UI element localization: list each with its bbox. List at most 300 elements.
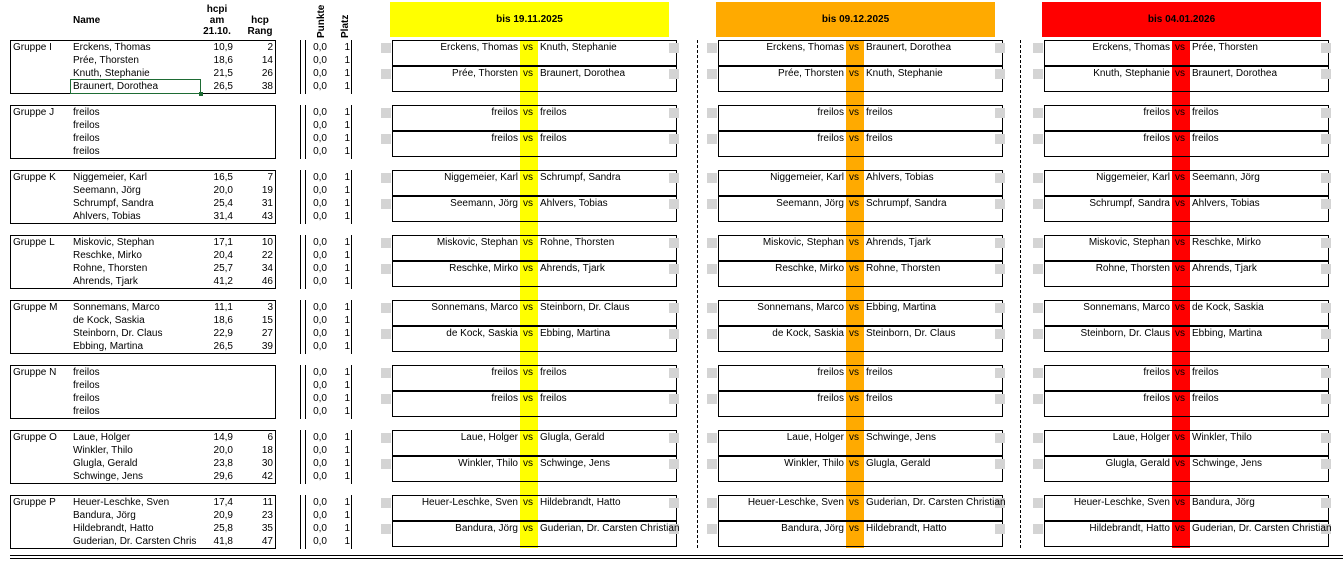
player-hcpi[interactable]: 18,6 (213, 315, 233, 326)
player-punkte[interactable]: 0,0 (313, 211, 327, 222)
player-hcpi[interactable]: 31,4 (213, 211, 233, 222)
match-player-b[interactable]: freilos (540, 367, 567, 378)
player-name[interactable]: Bandura, Jörg (73, 510, 136, 521)
player-name[interactable]: freilos (73, 406, 100, 417)
score-cell[interactable] (669, 303, 679, 313)
player-name[interactable]: de Kock, Saskia (73, 315, 145, 326)
score-cell[interactable] (1033, 368, 1043, 378)
player-platz[interactable]: 1 (344, 198, 350, 209)
score-cell[interactable] (1321, 433, 1331, 443)
match-player-a[interactable]: freilos (817, 133, 844, 144)
player-platz[interactable]: 1 (344, 458, 350, 469)
score-cell[interactable] (669, 459, 679, 469)
match-player-b[interactable]: Ebbing, Martina (540, 328, 611, 339)
score-cell[interactable] (669, 433, 679, 443)
score-cell[interactable] (1321, 394, 1331, 404)
score-cell[interactable] (707, 303, 717, 313)
player-hcpi[interactable]: 21,5 (213, 68, 233, 79)
player-hcpi[interactable]: 17,1 (213, 237, 233, 248)
match-player-a[interactable]: Sonnemans, Marco (757, 302, 844, 313)
match-player-b[interactable]: Glugla, Gerald (866, 458, 931, 469)
match-player-b[interactable]: Ahrends, Tjark (866, 237, 931, 248)
player-platz[interactable]: 1 (344, 341, 350, 352)
score-cell[interactable] (995, 173, 1005, 183)
player-platz[interactable]: 1 (344, 510, 350, 521)
score-cell[interactable] (1033, 264, 1043, 274)
score-cell[interactable] (669, 43, 679, 53)
player-punkte[interactable]: 0,0 (313, 42, 327, 53)
player-hcpi[interactable]: 16,5 (213, 172, 233, 183)
player-hcpi[interactable]: 41,2 (213, 276, 233, 287)
player-hcp-rang[interactable]: 26 (261, 68, 273, 79)
match-player-a[interactable]: Niggemeier, Karl (444, 172, 518, 183)
score-cell[interactable] (381, 199, 391, 209)
match-player-b[interactable]: Knuth, Stephanie (866, 68, 943, 79)
match-player-b[interactable]: freilos (540, 133, 567, 144)
match-player-a[interactable]: freilos (491, 393, 518, 404)
player-platz[interactable]: 1 (344, 68, 350, 79)
score-cell[interactable] (1033, 433, 1043, 443)
match-player-a[interactable]: Reschke, Mirko (775, 263, 844, 274)
match-player-a[interactable]: de Kock, Saskia (446, 328, 518, 339)
player-hcpi[interactable]: 26,5 (213, 81, 233, 92)
player-punkte[interactable]: 0,0 (313, 536, 327, 547)
score-cell[interactable] (381, 173, 391, 183)
score-cell[interactable] (707, 524, 717, 534)
player-name[interactable]: freilos (73, 367, 100, 378)
score-cell[interactable] (381, 264, 391, 274)
player-hcp-rang[interactable]: 10 (261, 237, 273, 248)
match-player-b[interactable]: Steinborn, Dr. Claus (866, 328, 956, 339)
player-hcp-rang[interactable]: 3 (267, 302, 273, 313)
match-player-b[interactable]: freilos (1192, 367, 1219, 378)
player-punkte[interactable]: 0,0 (313, 185, 327, 196)
player-punkte[interactable]: 0,0 (313, 68, 327, 79)
player-name[interactable]: Guderian, Dr. Carsten Chris (73, 536, 197, 547)
player-hcpi[interactable]: 25,8 (213, 523, 233, 534)
score-cell[interactable] (995, 303, 1005, 313)
match-player-b[interactable]: Rohne, Thorsten (540, 237, 615, 248)
player-punkte[interactable]: 0,0 (313, 497, 327, 508)
player-hcp-rang[interactable]: 27 (261, 328, 273, 339)
player-platz[interactable]: 1 (344, 133, 350, 144)
match-player-a[interactable]: freilos (491, 133, 518, 144)
score-cell[interactable] (1321, 173, 1331, 183)
player-hcp-rang[interactable]: 39 (261, 341, 273, 352)
player-platz[interactable]: 1 (344, 471, 350, 482)
player-punkte[interactable]: 0,0 (313, 523, 327, 534)
match-player-a[interactable]: Miskovic, Stephan (436, 237, 518, 248)
player-name[interactable]: Winkler, Thilo (73, 445, 133, 456)
match-player-b[interactable]: Schwinge, Jens (540, 458, 611, 469)
score-cell[interactable] (1321, 459, 1331, 469)
score-cell[interactable] (381, 329, 391, 339)
match-player-a[interactable]: Bandura, Jörg (455, 523, 518, 534)
match-player-b[interactable]: Knuth, Stephanie (540, 42, 617, 53)
match-player-a[interactable]: Bandura, Jörg (781, 523, 844, 534)
score-cell[interactable] (1321, 199, 1331, 209)
cell-selection[interactable] (70, 79, 201, 94)
player-hcpi[interactable]: 17,4 (213, 497, 233, 508)
player-punkte[interactable]: 0,0 (313, 133, 327, 144)
player-name[interactable]: Hildebrandt, Hatto (73, 523, 154, 534)
player-hcp-rang[interactable]: 30 (261, 458, 273, 469)
player-hcp-rang[interactable]: 35 (261, 523, 273, 534)
player-name[interactable]: Ahrends, Tjark (73, 276, 138, 287)
player-hcp-rang[interactable]: 19 (261, 185, 273, 196)
score-cell[interactable] (669, 199, 679, 209)
player-platz[interactable]: 1 (344, 250, 350, 261)
player-platz[interactable]: 1 (344, 536, 350, 547)
score-cell[interactable] (707, 173, 717, 183)
match-player-b[interactable]: Ahlvers, Tobias (866, 172, 934, 183)
player-platz[interactable]: 1 (344, 81, 350, 92)
player-hcp-rang[interactable]: 2 (267, 42, 273, 53)
score-cell[interactable] (381, 368, 391, 378)
score-cell[interactable] (1033, 199, 1043, 209)
score-cell[interactable] (669, 238, 679, 248)
score-cell[interactable] (1321, 238, 1331, 248)
match-player-b[interactable]: Ahrends, Tjark (540, 263, 605, 274)
player-hcpi[interactable]: 26,5 (213, 341, 233, 352)
match-player-a[interactable]: freilos (817, 393, 844, 404)
player-platz[interactable]: 1 (344, 185, 350, 196)
player-platz[interactable]: 1 (344, 107, 350, 118)
match-player-a[interactable]: freilos (1143, 133, 1170, 144)
score-cell[interactable] (1321, 43, 1331, 53)
match-player-a[interactable]: Schrumpf, Sandra (1089, 198, 1170, 209)
score-cell[interactable] (669, 329, 679, 339)
match-player-a[interactable]: Heuer-Leschke, Sven (421, 497, 518, 508)
match-player-b[interactable]: Steinborn, Dr. Claus (540, 302, 630, 313)
player-hcp-rang[interactable]: 6 (267, 432, 273, 443)
player-platz[interactable]: 1 (344, 367, 350, 378)
player-hcpi[interactable]: 20,9 (213, 510, 233, 521)
match-player-b[interactable]: Guderian, Dr. Carsten Christian (540, 523, 680, 534)
score-cell[interactable] (1033, 524, 1043, 534)
match-player-b[interactable]: freilos (540, 107, 567, 118)
match-player-a[interactable]: Steinborn, Dr. Claus (1080, 328, 1170, 339)
player-punkte[interactable]: 0,0 (313, 172, 327, 183)
score-cell[interactable] (995, 134, 1005, 144)
match-player-a[interactable]: Winkler, Thilo (784, 458, 844, 469)
player-punkte[interactable]: 0,0 (313, 107, 327, 118)
player-punkte[interactable]: 0,0 (313, 81, 327, 92)
player-punkte[interactable]: 0,0 (313, 471, 327, 482)
score-cell[interactable] (1321, 498, 1331, 508)
player-punkte[interactable]: 0,0 (313, 55, 327, 66)
match-player-b[interactable]: Ebbing, Martina (866, 302, 937, 313)
player-hcp-rang[interactable]: 31 (261, 198, 273, 209)
match-player-a[interactable]: Miskovic, Stephan (762, 237, 844, 248)
player-platz[interactable]: 1 (344, 276, 350, 287)
score-cell[interactable] (995, 329, 1005, 339)
score-cell[interactable] (1033, 329, 1043, 339)
player-platz[interactable]: 1 (344, 172, 350, 183)
match-player-a[interactable]: Hildebrandt, Hatto (1089, 523, 1170, 534)
score-cell[interactable] (381, 459, 391, 469)
player-punkte[interactable]: 0,0 (313, 120, 327, 131)
player-platz[interactable]: 1 (344, 263, 350, 274)
match-player-a[interactable]: Erckens, Thomas (766, 42, 844, 53)
match-player-a[interactable]: Prée, Thorsten (778, 68, 844, 79)
player-hcp-rang[interactable]: 15 (261, 315, 273, 326)
score-cell[interactable] (995, 238, 1005, 248)
player-punkte[interactable]: 0,0 (313, 302, 327, 313)
match-player-a[interactable]: Niggemeier, Karl (770, 172, 844, 183)
match-player-a[interactable]: freilos (1143, 107, 1170, 118)
fill-handle[interactable] (199, 92, 203, 96)
player-name[interactable]: Seemann, Jörg (73, 185, 141, 196)
match-player-a[interactable]: Knuth, Stephanie (1093, 68, 1170, 79)
match-player-b[interactable]: Hildebrandt, Hatto (866, 523, 947, 534)
match-player-a[interactable]: Prée, Thorsten (452, 68, 518, 79)
match-player-a[interactable]: Winkler, Thilo (458, 458, 518, 469)
player-hcpi[interactable]: 25,4 (213, 198, 233, 209)
player-hcpi[interactable]: 18,6 (213, 55, 233, 66)
score-cell[interactable] (707, 329, 717, 339)
score-cell[interactable] (381, 433, 391, 443)
player-platz[interactable]: 1 (344, 445, 350, 456)
match-player-a[interactable]: Sonnemans, Marco (431, 302, 518, 313)
player-punkte[interactable]: 0,0 (313, 263, 327, 274)
score-cell[interactable] (707, 43, 717, 53)
player-punkte[interactable]: 0,0 (313, 406, 327, 417)
score-cell[interactable] (995, 524, 1005, 534)
match-player-b[interactable]: freilos (866, 133, 893, 144)
match-player-a[interactable]: Laue, Holger (460, 432, 518, 443)
score-cell[interactable] (995, 264, 1005, 274)
player-punkte[interactable]: 0,0 (313, 237, 327, 248)
player-hcp-rang[interactable]: 42 (261, 471, 273, 482)
score-cell[interactable] (669, 394, 679, 404)
match-player-b[interactable]: Guderian, Dr. Carsten Christian (866, 497, 1006, 508)
player-name[interactable]: Braunert, Dorothea (73, 81, 159, 92)
player-name[interactable]: Rohne, Thorsten (73, 263, 148, 274)
player-punkte[interactable]: 0,0 (313, 276, 327, 287)
player-platz[interactable]: 1 (344, 497, 350, 508)
match-player-b[interactable]: freilos (1192, 107, 1219, 118)
match-player-b[interactable]: freilos (866, 393, 893, 404)
score-cell[interactable] (707, 134, 717, 144)
match-player-a[interactable]: Niggemeier, Karl (1096, 172, 1170, 183)
score-cell[interactable] (1321, 134, 1331, 144)
player-hcp-rang[interactable]: 43 (261, 211, 273, 222)
player-name[interactable]: Ahlvers, Tobias (73, 211, 141, 222)
score-cell[interactable] (1033, 459, 1043, 469)
score-cell[interactable] (707, 394, 717, 404)
player-hcp-rang[interactable]: 11 (262, 497, 273, 508)
player-punkte[interactable]: 0,0 (313, 432, 327, 443)
match-player-a[interactable]: Seemann, Jörg (450, 198, 518, 209)
match-player-a[interactable]: Laue, Holger (1112, 432, 1170, 443)
player-hcpi[interactable]: 41,8 (213, 536, 233, 547)
player-hcpi[interactable]: 23,8 (213, 458, 233, 469)
score-cell[interactable] (1321, 303, 1331, 313)
player-name[interactable]: Glugla, Gerald (73, 458, 138, 469)
score-cell[interactable] (995, 433, 1005, 443)
player-platz[interactable]: 1 (344, 237, 350, 248)
player-hcp-rang[interactable]: 7 (267, 172, 273, 183)
match-player-a[interactable]: Sonnemans, Marco (1083, 302, 1170, 313)
player-punkte[interactable]: 0,0 (313, 198, 327, 209)
player-punkte[interactable]: 0,0 (313, 315, 327, 326)
match-player-b[interactable]: Ahrends, Tjark (1192, 263, 1257, 274)
match-player-b[interactable]: freilos (540, 393, 567, 404)
match-player-a[interactable]: Seemann, Jörg (776, 198, 844, 209)
match-player-a[interactable]: Erckens, Thomas (1092, 42, 1170, 53)
player-platz[interactable]: 1 (344, 55, 350, 66)
score-cell[interactable] (381, 394, 391, 404)
player-hcp-rang[interactable]: 18 (261, 445, 273, 456)
match-player-a[interactable]: Heuer-Leschke, Sven (1073, 497, 1170, 508)
score-cell[interactable] (1033, 498, 1043, 508)
score-cell[interactable] (1033, 69, 1043, 79)
score-cell[interactable] (1321, 368, 1331, 378)
score-cell[interactable] (995, 459, 1005, 469)
player-punkte[interactable]: 0,0 (313, 380, 327, 391)
player-punkte[interactable]: 0,0 (313, 510, 327, 521)
match-player-a[interactable]: Laue, Holger (786, 432, 844, 443)
player-punkte[interactable]: 0,0 (313, 458, 327, 469)
score-cell[interactable] (1321, 264, 1331, 274)
player-hcpi[interactable]: 14,9 (213, 432, 233, 443)
player-hcp-rang[interactable]: 38 (261, 81, 273, 92)
match-player-b[interactable]: Schwinge, Jens (1192, 458, 1263, 469)
score-cell[interactable] (669, 134, 679, 144)
player-name[interactable]: freilos (73, 107, 100, 118)
player-name[interactable]: Schrumpf, Sandra (73, 198, 154, 209)
match-player-a[interactable]: freilos (491, 367, 518, 378)
match-player-a[interactable]: de Kock, Saskia (772, 328, 844, 339)
match-player-b[interactable]: Hildebrandt, Hatto (540, 497, 621, 508)
player-name[interactable]: freilos (73, 380, 100, 391)
player-hcp-rang[interactable]: 22 (261, 250, 273, 261)
score-cell[interactable] (381, 69, 391, 79)
score-cell[interactable] (669, 108, 679, 118)
player-hcp-rang[interactable]: 34 (261, 263, 273, 274)
score-cell[interactable] (1033, 173, 1043, 183)
score-cell[interactable] (1321, 329, 1331, 339)
match-player-b[interactable]: Ahlvers, Tobias (540, 198, 608, 209)
player-hcpi[interactable]: 20,4 (213, 250, 233, 261)
player-platz[interactable]: 1 (344, 315, 350, 326)
player-name[interactable]: Schwinge, Jens (73, 471, 144, 482)
match-player-a[interactable]: freilos (491, 107, 518, 118)
player-punkte[interactable]: 0,0 (313, 328, 327, 339)
score-cell[interactable] (707, 238, 717, 248)
match-player-a[interactable]: Reschke, Mirko (449, 263, 518, 274)
match-player-a[interactable]: Miskovic, Stephan (1088, 237, 1170, 248)
score-cell[interactable] (669, 368, 679, 378)
match-player-b[interactable]: Bandura, Jörg (1192, 497, 1255, 508)
player-hcpi[interactable]: 20,0 (213, 185, 233, 196)
player-name[interactable]: freilos (73, 120, 100, 131)
player-hcpi[interactable]: 10,9 (213, 42, 233, 53)
score-cell[interactable] (1033, 303, 1043, 313)
player-platz[interactable]: 1 (344, 211, 350, 222)
score-cell[interactable] (381, 43, 391, 53)
match-player-b[interactable]: Braunert, Dorothea (866, 42, 952, 53)
player-platz[interactable]: 1 (344, 393, 350, 404)
score-cell[interactable] (995, 108, 1005, 118)
match-player-b[interactable]: Reschke, Mirko (1192, 237, 1261, 248)
score-cell[interactable] (381, 524, 391, 534)
player-hcpi[interactable]: 22,9 (213, 328, 233, 339)
score-cell[interactable] (995, 394, 1005, 404)
player-name[interactable]: freilos (73, 133, 100, 144)
player-punkte[interactable]: 0,0 (313, 250, 327, 261)
player-name[interactable]: Sonnemans, Marco (73, 302, 160, 313)
match-player-b[interactable]: freilos (866, 107, 893, 118)
score-cell[interactable] (1033, 108, 1043, 118)
player-platz[interactable]: 1 (344, 42, 350, 53)
player-name[interactable]: freilos (73, 393, 100, 404)
player-platz[interactable]: 1 (344, 523, 350, 534)
player-hcp-rang[interactable]: 47 (261, 536, 273, 547)
score-cell[interactable] (707, 108, 717, 118)
score-cell[interactable] (1033, 238, 1043, 248)
player-hcpi[interactable]: 25,7 (213, 263, 233, 274)
match-player-a[interactable]: Glugla, Gerald (1105, 458, 1170, 469)
match-player-a[interactable]: Rohne, Thorsten (1095, 263, 1170, 274)
player-platz[interactable]: 1 (344, 328, 350, 339)
score-cell[interactable] (995, 199, 1005, 209)
score-cell[interactable] (995, 43, 1005, 53)
score-cell[interactable] (381, 238, 391, 248)
score-cell[interactable] (1033, 134, 1043, 144)
player-name[interactable]: Reschke, Mirko (73, 250, 142, 261)
player-name[interactable]: Knuth, Stephanie (73, 68, 150, 79)
score-cell[interactable] (707, 199, 717, 209)
match-player-b[interactable]: Braunert, Dorothea (540, 68, 626, 79)
player-hcpi[interactable]: 29,6 (213, 471, 233, 482)
player-punkte[interactable]: 0,0 (313, 367, 327, 378)
score-cell[interactable] (707, 69, 717, 79)
match-player-a[interactable]: freilos (1143, 367, 1170, 378)
score-cell[interactable] (1033, 394, 1043, 404)
match-player-b[interactable]: Winkler, Thilo (1192, 432, 1252, 443)
score-cell[interactable] (995, 69, 1005, 79)
match-player-a[interactable]: freilos (817, 367, 844, 378)
score-cell[interactable] (381, 134, 391, 144)
score-cell[interactable] (669, 264, 679, 274)
player-platz[interactable]: 1 (344, 146, 350, 157)
player-name[interactable]: Prée, Thorsten (73, 55, 139, 66)
match-player-b[interactable]: Seemann, Jörg (1192, 172, 1260, 183)
match-player-b[interactable]: Ebbing, Martina (1192, 328, 1263, 339)
score-cell[interactable] (707, 498, 717, 508)
score-cell[interactable] (707, 459, 717, 469)
match-player-b[interactable]: freilos (866, 367, 893, 378)
match-player-b[interactable]: Schwinge, Jens (866, 432, 937, 443)
score-cell[interactable] (707, 433, 717, 443)
player-hcp-rang[interactable]: 23 (261, 510, 273, 521)
player-platz[interactable]: 1 (344, 406, 350, 417)
player-name[interactable]: Laue, Holger (73, 432, 131, 443)
match-player-a[interactable]: Heuer-Leschke, Sven (747, 497, 844, 508)
match-player-a[interactable]: freilos (1143, 393, 1170, 404)
match-player-b[interactable]: Guderian, Dr. Carsten Christian (1192, 523, 1332, 534)
match-player-b[interactable]: Ahlvers, Tobias (1192, 198, 1260, 209)
player-name[interactable]: freilos (73, 146, 100, 157)
score-cell[interactable] (995, 368, 1005, 378)
player-name[interactable]: Miskovic, Stephan (73, 237, 155, 248)
player-name[interactable]: Erckens, Thomas (73, 42, 151, 53)
player-name[interactable]: Ebbing, Martina (73, 341, 144, 352)
score-cell[interactable] (1321, 69, 1331, 79)
score-cell[interactable] (669, 173, 679, 183)
